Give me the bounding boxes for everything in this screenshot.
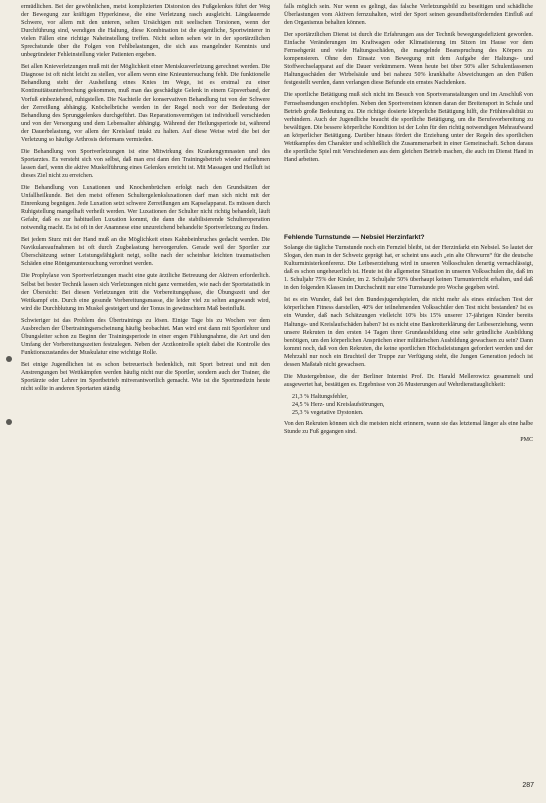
paragraph bbox=[21, 361, 270, 393]
section-heading: Fehlende Turnstunde — Nebsiel Herzinfarkt? bbox=[284, 233, 425, 241]
paragraph-text: Die Mustergebnisse, die der Berliner Internist Prof. Dr. Harald Mellerowicz gesammelt und ausgewertet hat, bestätigen es. Ergebnisse von 26 Musterungen auf Wehrdiensttauglichkeit: bbox=[284, 373, 533, 388]
right-column bbox=[284, 3, 533, 444]
paragraph-text: Die Behandlung von Luxationen und Knochenbrüchen erfolgt nach den Grundsätzen der Unfallheilkunde. Bei den meist offenen Schultergelenksluxationen darf man sich nicht mit der Einrenkung begnügen. Jede Luxation setzt schwere Zerreißungen am Kapselapparat. Es müssen durch Ruhigstellung mangelhaft verheilt werden. Wer Luxationen der Schulter nicht richtig behandelt, läuft Gefahr, daß es zur habituellen Luxation kommt, die dann die stabilisierende Schulteroperation notwendig macht. Es ist oft in der Anamnese eine unzureichend behandelte Sportverletzung zu finden. bbox=[21, 184, 270, 232]
left-column bbox=[21, 3, 270, 397]
paragraph bbox=[21, 272, 270, 312]
paragraph-text: Bei jedem Sturz mit der Hand muß an die Möglichkeit eines Kahnbeinbruches gedacht werden. Die Navikulareaufnahmen ist oft durch Zugbelastung hervorgerufen. Gerade weil der Sportler zur Überschätzung seiner Leistungsfähigkeit neigt, sollte nach der scheinbar leichten traumatischen Schäden eine Röntgenuntersuchung verordnet werden. bbox=[21, 237, 270, 268]
punch-hole bbox=[6, 419, 12, 425]
paragraph-text: Solange die tägliche Turnstunde noch ein Fernziel bleibt, ist der Herzinfarkt ein Nebsiel. So lautet der Slogan, den man in der Schweiz geprägt hat, er scheint uns auch „ein alte Ohrwurm“ für die deutsche Kulturministerkonferenz. Die Leibeserziehung wird in unseren Volksschulen derartig vernachlässigt, daß es schon ungeheuerlich ist. Heute ist die allgemeine Situation in unseren Volksschulen die, daß im 1. Schuljahr 75% der Kinder, im 2. Schuljahr 50% überhaupt keinen Turnunterricht erhalten, und daß in den folgenden Klassen im Durchschnitt nur eine Turnstunde pro Woche gegeben wird. bbox=[284, 245, 533, 292]
paragraph bbox=[21, 3, 270, 59]
paragraph bbox=[21, 236, 270, 268]
statistics-list bbox=[292, 393, 533, 417]
column-gap bbox=[284, 168, 533, 234]
paragraph bbox=[284, 3, 533, 27]
paragraph-text: falls möglich sein. Nur wenn es gelingt, das falsche Verletzungsbild zu beseitigen und schädliche Überlastungen vom Aktiven fernzuhalten, wird der Sport seinen gesundheitsfördernden Einfluß auf den Organismus behalten können. bbox=[284, 4, 533, 27]
paragraph bbox=[21, 184, 270, 232]
paragraph-text: Die Behandlung von Sportverletzungen ist eine Mitwirkung des Krankengymnasten und des Sportarztes. Es versteht sich von selbst, daß man erst dann den Trainingsbetrieb wieder aufnehmen lassen darf, wenn die aktive Muskelführung eines Gelenkes erreicht ist. Mit Massagen und Heilluft ist dieses Ziel nicht zu erreichen. bbox=[21, 148, 270, 179]
page-number: 287 bbox=[522, 782, 534, 789]
list-item: 25,3 % vegetative Dystonien. bbox=[292, 409, 364, 416]
paragraph bbox=[284, 91, 533, 163]
punch-hole bbox=[6, 356, 12, 362]
paragraph bbox=[21, 63, 270, 143]
paragraph bbox=[284, 373, 533, 389]
paragraph-text: Die sportliche Betätigung muß sich nicht im Besuch von Sportveranstaltungen und im Anschluß von Fernsehsendungen erschöpfen. Neben den Sportvereinen können daran der Breitensport in Schule und Betrieb große Bedeutung zu. Die richtige dosierte körperliche Betätigung hilft, die Frühinvalidität zu verhindern. Auch der Jugendliche braucht die sportliche Betätigung, um die Berufsvorbereitung zu bewältigen. Die bessere körperliche Kondition ist der Lohn für den richtig notwendigen Mehraufwand an körperlicher Betätigung. Darüber hinaus fördert die Erziehung unter der Regeln des sportlichen Wettkampfes den Charakter und schließlich die Zusammenarbeit in einer Gemeinschaft. Schon daraus die sportliche Spiel mit Verschiedenen aus dem gleichen Betrieb machen, die auch im Dienst Hand in Hand arbeiten. bbox=[284, 92, 533, 163]
paragraph-text: Bei allen Knieverletzungen muß mit der Möglichkeit einer Meniskusverletzung gerechnet werden. Die Diagnose ist oft nicht leicht zu stellen, vor allem wenn eine Knieuntersuchung fehlt. Die funktionelle Behandlung steht der Ausheilung eines Knies im Wege, ist es erstmal zu einer Kontinuitätsunterbrechung gekommen, muß man das geschädigte Gelenk in einem Gipsverband, der Vorfuß einbeziehend, ruhigstellen. Die Nachteile der konservativen Behandlung tut von der Schwere der Zerreißung abhängig. Knöchelbrüche werden in der Regel noch vor der Bedeutung der Behandlung des Sprunggelenkes durchgeführt. Das Reparationsvermögen ist individuell verschieden und von der Versorgung und dem Lebensalter abhängig. Während der Heilungsperiode ist, während der Dauerbelastung, vor allem der Kreislauf intakt zu halten. Auf diese Weise wird die bei der Verletzung so häufige Arthrosis deformans vermieden. bbox=[21, 64, 270, 143]
paragraph-text: Ist es ein Wunder, daß bei den Bundesjugendspielen, die nicht mehr als eines einfachen Test der körperlichen Fitness darstellen, 40% der teilnehmenden Volksschüler den Test nicht bestanden? Ist es ein Wunder, daß nach Schätzungen vielleicht 10% bis 15% unserer 17-jährigen Kinder bereits Haltungs- und Kreislaufschäden haben? Ist es nicht eine Bankrotterklärung der Leibeserziehung, wenn unsere Rekruten in den ersten 14 Tagen ihrer Grundausbildung eine sehr gründliche Ausbildung benötigen, um den körperlichen Ansprüchen einer militärischen Ausbildung gewachsen zu sein? Dann kommt noch, daß von den Rekruten, die keine sportlichen Höchstleistungen gefordert werden und der Mehrzahl nur noch ein Bruchteil der Truppe zur Verfügung steht, die Jungen Generation jedoch ist dessen Maßstab nicht gewachsen. bbox=[284, 297, 533, 368]
paragraph bbox=[21, 148, 270, 180]
paragraph bbox=[21, 317, 270, 357]
paragraph-text: ermüdlichen. Bei der gewöhnlichen, meist komplizierten Distorsion des Fußgelenkes führt der Weg der Bewegung zur kräftigen Hyperkinese, die eine Verletzung rasch ausgleicht. Längdauernde Schwere, vor allem mit den unteren, selten Ursächigen mit seelischen Torsionen, wenn der Durchführung sind, wendigen die Haltung, diese Kombination ist die eigentliche, Sportwinterer in vielen Fällen eine richtige Naheinstellung treffen. Nicht selten sehen wir in der sportärztlichen Sprechstunde über die Folgen von Fehlbelastungen, die sich aus mangelnder Kenntnis und unbegründeter Fehleinstellung vieler Patienten ergeben. bbox=[21, 4, 270, 59]
list-item: 21,3 % Haltungsfehler, bbox=[292, 393, 348, 400]
paragraph bbox=[284, 244, 533, 292]
paragraph-text: Schwieriger ist das Problem des Übertrainings zu lösen. Einige Tage bis zu Wochen vor dem Ausbrechen der Übertrainingserscheinung häufig beobachtet. Man wird erst dann mit Sportlehrer und Übungsleiter schon zu Beginn der Trainingsperiode in einer engen Fühlungnahme, die Art und den Umfang der Vorbereitungszeiten festzulegen. Neben der Arztkontrolle spielt dabei die Kontrolle des Funktionszustandes der Muskulatur eine wichtige Rolle. bbox=[21, 317, 270, 356]
paragraph bbox=[284, 296, 533, 368]
paragraph-text: Bei einige Jugendlichen ist es schon betreuerisch bedenklich, mit Sport betreut und mit den Anstrengungen bei Wettkämpfen werden häufig nicht nur die Sportler, sondern auch der Trainer, die Sportärzte oder Lehrer im Sportbetrieb mitverantwortlich gemacht. Wie ist die Sportmedizin heute nicht sollte in anderen Sportarten ständig bbox=[21, 361, 270, 393]
paragraph bbox=[284, 31, 533, 87]
paragraph-text: Der sportärztlichen Dienst ist durch die Erfahrungen aus der Technik bewegungsdefizient geworden. Einfache Veränderungen im Kraftwagen oder Klimatisierung im Sitzen im Hause vor dem Fernsehgerät und viele Haltungsschäden, die mangelnde Beanspruchung des Körpers zu kompensieren. Ohne den Einsatz von Bewegung mit dem Aufgabe der Haltungs- und Stoffwechselapparat auf die Dauer verkümmern. Wenn heute bei über 50% aller Schulentlassenen Haltungsschäden der Wirbelsäule und bei nahezu 50% krankhafte Abweichungen an den Füßen festgestellt werden, dann verlangen diese Befunde ein ernstes Nachdenken. bbox=[284, 32, 533, 87]
paragraph-text: Von den Rekruten können sich die meisten nicht erinnern, wann sie das letztemal länger als eine halbe Stunde zu Fuß gegangen sind. bbox=[284, 421, 533, 436]
list-item: 24,5 % Herz- und Kreislaufstörungen, bbox=[292, 401, 385, 408]
author-line bbox=[284, 436, 533, 444]
paragraph bbox=[284, 420, 533, 436]
author-signature: PMC bbox=[520, 437, 533, 444]
paragraph-text: Die Prophylaxe von Sportverletzungen macht eine gute ärztliche Betreuung der Aktiven erforderlich. Selbst bei bester Technik lassen sich Verletzungen nicht ganz vermeiden, wie nach der Sportstatistik in der Übersicht: Bei diesen Verletzungen tritt die Vorbereitungsphase, die Übungszeit und der Wettkampf ein. Durch eine gesunde Vorbereitungsmasse, die leider viel zu selten angewandt wird, wird die Durchblutung im Muskel gesteigert und der Tonus in gewünschtem Maß beeinflußt. bbox=[21, 273, 270, 312]
